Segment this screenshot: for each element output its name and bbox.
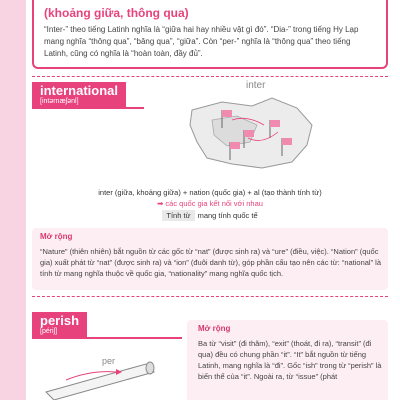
illustration-label: per [102,356,116,366]
part-of-speech-badge: Tính từ [162,210,194,221]
tag-underline [32,337,182,339]
section-divider [32,76,388,77]
page-margin-strip [0,0,26,400]
pronunciation: [périʃ] [40,328,58,335]
prefix-explanation-box [32,0,388,69]
extension-heading: Mở rộng [198,324,231,333]
headword: perish [40,313,80,328]
headword: international [40,83,119,98]
international-illustration [152,80,382,180]
word-formula: inter (giữa, khoảng giữa) + nation (quốc gia) + al (tạo thành tính từ) [98,188,322,197]
section-divider [32,296,388,297]
part-of-speech-line [32,211,388,220]
extension-heading: Mở rộng [40,232,73,241]
tag-underline [32,107,144,109]
extension-text: Ba từ “visit” (đi thăm), “exit” (thoát, đi ra), “transit” (đi qua) đều có chung phần “it”. “It” bắt nguồn từ tiếng Latinh, mang nghĩa là “đi”. Gốc “ish” trong từ “perish” là biến thể của “it”. Ngoài ra, từ “issue” (phát [198,339,382,381]
extension-text: “Nature” (thiên nhiên) bắt nguồn từ các gốc từ “nat” (được sinh ra) và “ure” (điều, việc). “Nation” (quốc gia) xuất phát từ “nat” (được sinh ra) và “ion” (đuôi danh từ), góp phần cấu tạo nên các từ: “national” là tính từ mang nghĩa thuộc về quốc gia, “nationality” mang nghĩa quốc tịch. [40,247,382,278]
word-meaning: ➡ các quốc gia kết nối với nhau [157,199,263,208]
word-tag-international [32,82,126,108]
word-tag-perish [32,312,87,338]
pronunciation: [intərnæʃənl] [40,98,79,105]
prefix-explanation-text: “Inter-” theo tiếng Latinh nghĩa là “giữa hai hay nhiều vật gì đó”. “Dia-” trong tiếng Hy Lạp mang nghĩa “thông qua”, “băng qua”, “giữa”. Còn “per-” nghĩa là “thông qua” theo tiếng Latinh, cũng có nghĩa là “hoàn toàn, đầy đủ”. [44,25,359,58]
illustration-label: inter [246,80,266,91]
part-of-speech-meaning: mang tính quốc tế [197,211,258,220]
prefix-meaning-title: (khoảng giữa, thông qua) [44,6,189,20]
dictionary-page [32,0,394,400]
